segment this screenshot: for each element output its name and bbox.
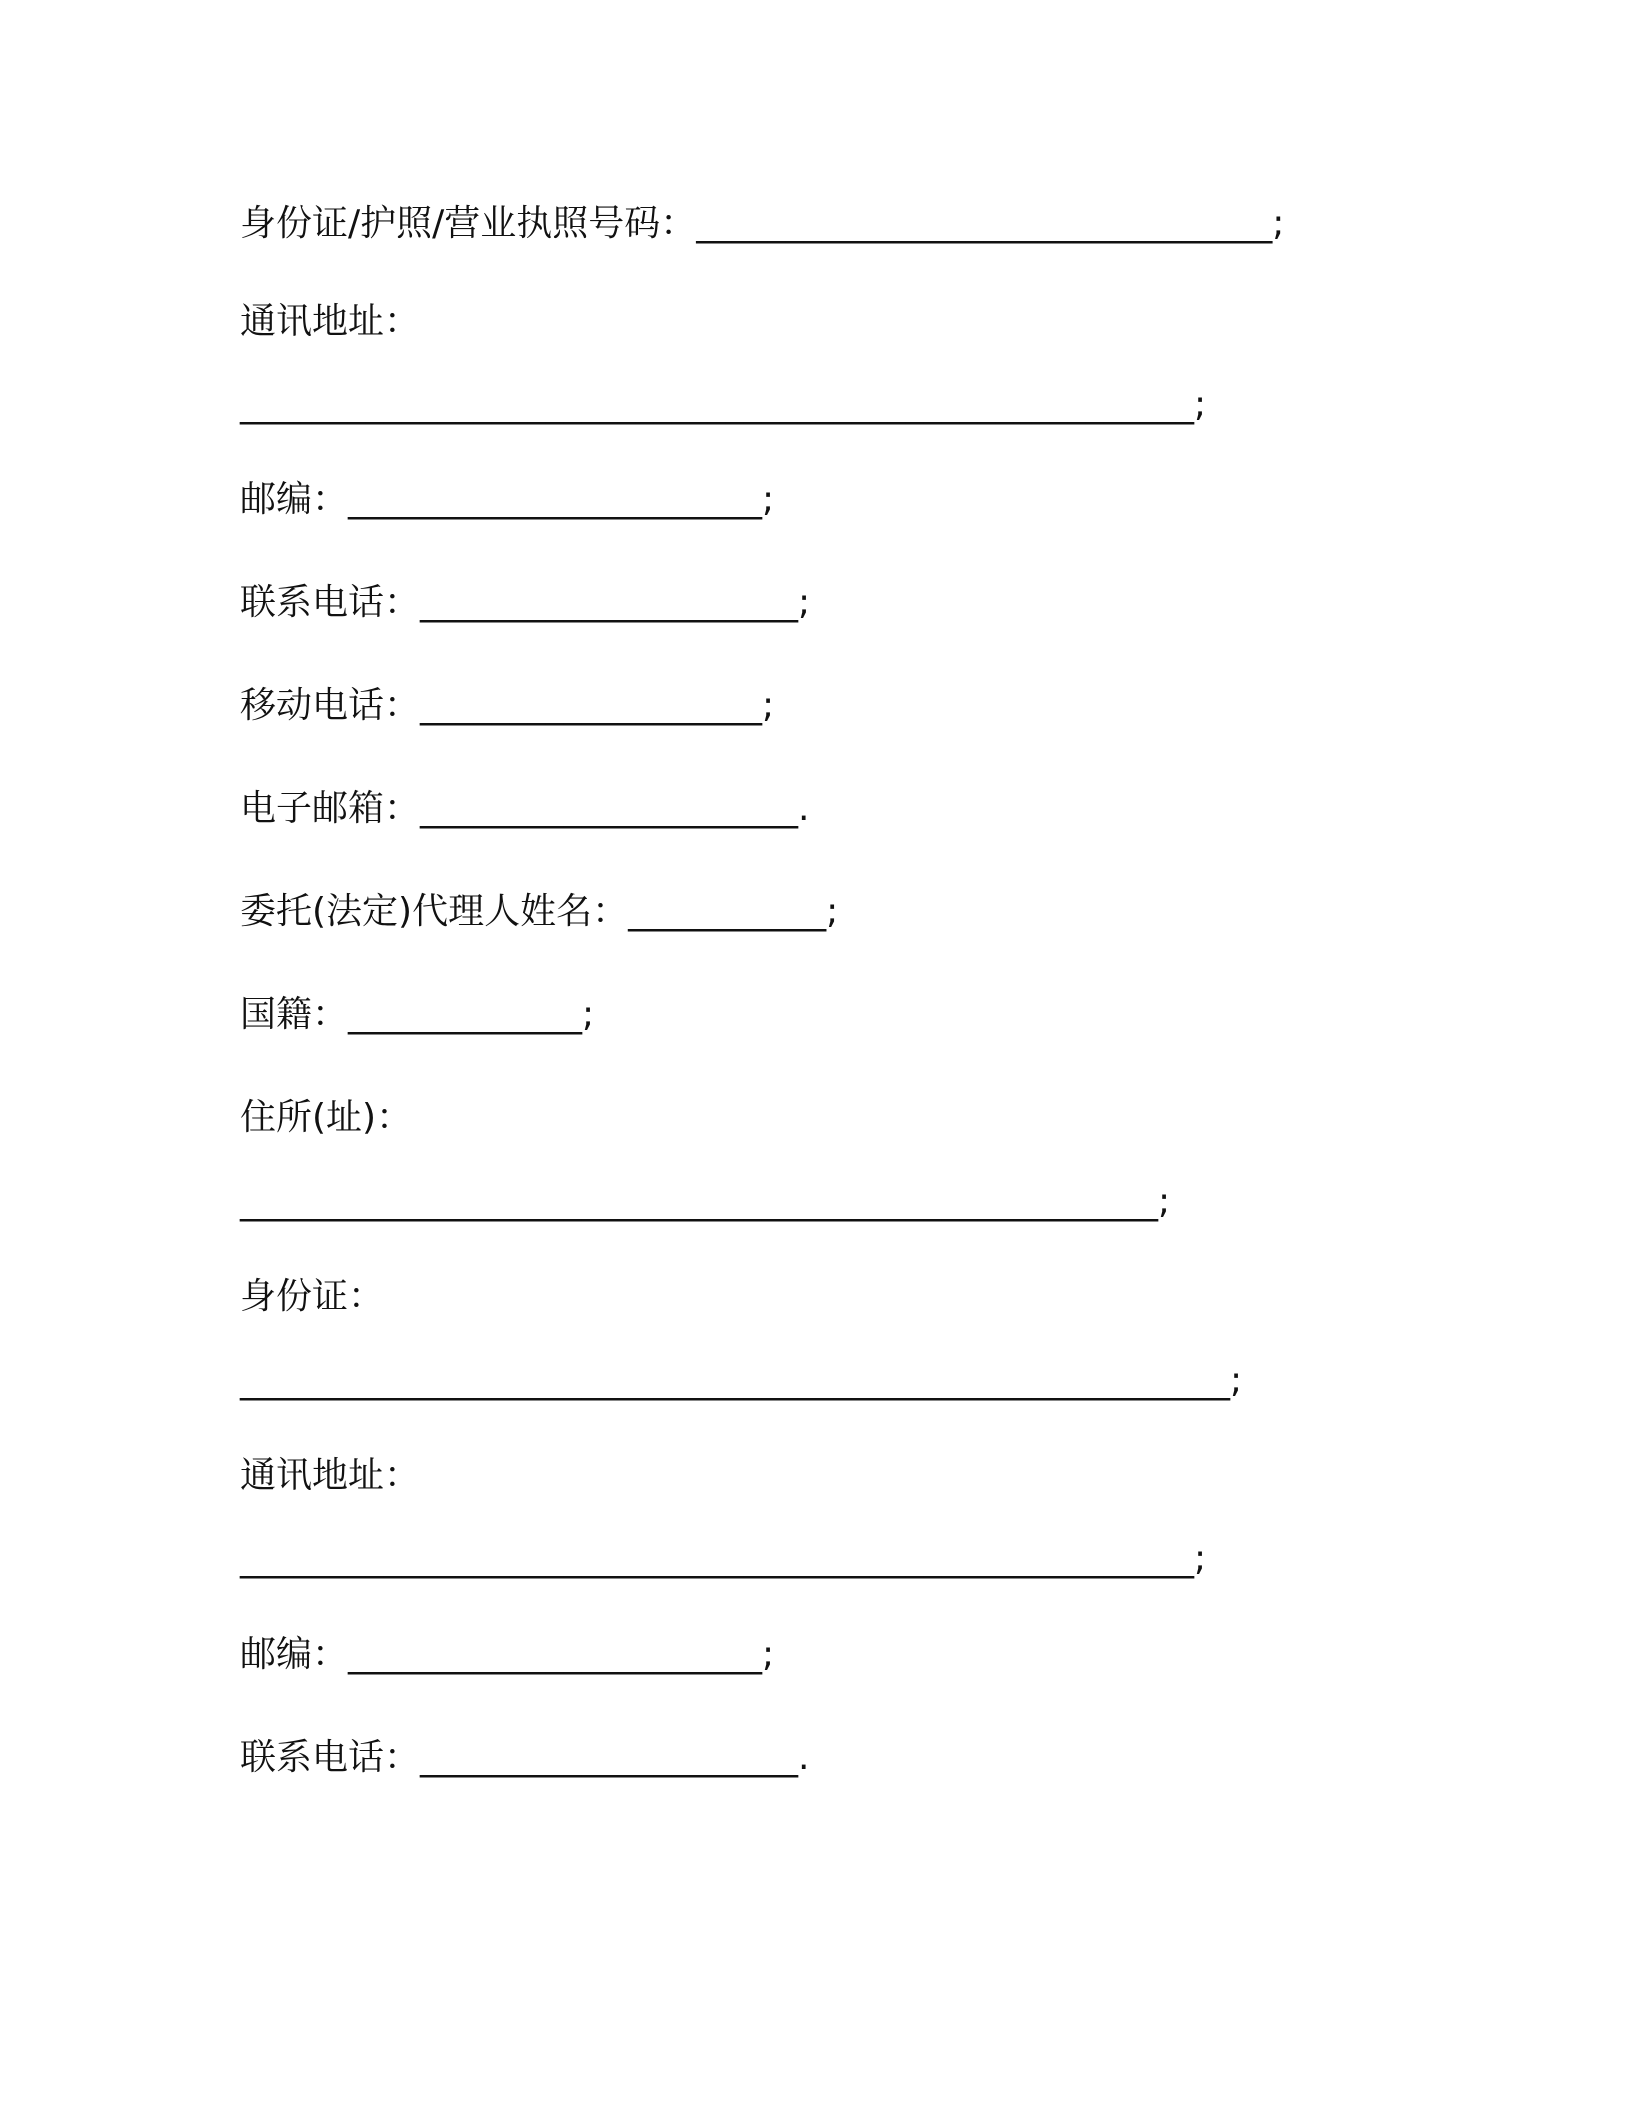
- mobile-phone-line: [240, 682, 774, 730]
- line-end-punctuation: ;: [762, 685, 775, 726]
- line-end-punctuation: ;: [798, 582, 811, 623]
- line-end-punctuation: ;: [1194, 1538, 1207, 1579]
- fill-in-blank: _____________________: [420, 582, 799, 623]
- line-end-punctuation: ;: [762, 1634, 775, 1675]
- line-end-punctuation: .: [798, 1737, 810, 1778]
- line-end-punctuation: ;: [1230, 1360, 1243, 1401]
- fill-in-blank: _____________________: [420, 788, 799, 829]
- line-end-punctuation: ;: [826, 891, 839, 932]
- field-label: 通讯地址：: [240, 1455, 421, 1496]
- domicile-blank-line: [240, 1178, 1170, 1226]
- field-label: 通讯地址：: [240, 301, 421, 342]
- field-label: 邮编：: [240, 479, 349, 520]
- line-end-punctuation: .: [798, 788, 810, 829]
- domicile-label-line: [240, 1094, 412, 1142]
- fill-in-blank: _____________________: [420, 1737, 799, 1778]
- field-label: 委托(法定)代理人姓名：: [240, 891, 629, 932]
- fill-in-blank: ________________________________: [696, 203, 1273, 244]
- fill-in-blank: _____________________________________________________: [240, 384, 1194, 425]
- id-card-blank-line: [240, 1357, 1242, 1405]
- postal-code-line: [240, 476, 774, 524]
- fill-in-blank: ___________________________________________________: [240, 1181, 1158, 1222]
- nationality-line: [240, 991, 594, 1039]
- postal-code-2-line: [240, 1631, 774, 1679]
- line-end-punctuation: ;: [582, 994, 595, 1035]
- fill-in-blank: _____________________________________________________: [240, 1538, 1194, 1579]
- line-end-punctuation: ;: [1158, 1181, 1171, 1222]
- field-label: 电子邮箱：: [240, 788, 421, 829]
- field-label: 邮编：: [240, 1634, 349, 1675]
- fill-in-blank: ___________: [628, 891, 827, 932]
- id-passport-license-number-line: [240, 200, 1284, 248]
- field-label: 身份证：: [240, 1276, 385, 1317]
- field-label: 联系电话：: [240, 582, 421, 623]
- fill-in-blank: ___________________: [420, 685, 763, 726]
- field-label: 身份证/护照/营业执照号码：: [240, 203, 697, 244]
- mailing-address-label-line: [240, 298, 420, 346]
- line-end-punctuation: ;: [762, 479, 775, 520]
- field-label: 联系电话：: [240, 1737, 421, 1778]
- line-end-punctuation: ;: [1194, 384, 1207, 425]
- agent-name-line: [240, 888, 838, 936]
- line-end-punctuation: ;: [1272, 203, 1285, 244]
- field-label: 国籍：: [240, 994, 349, 1035]
- fill-in-blank: _______________________: [348, 479, 763, 520]
- mailing-address-2-label-line: [240, 1452, 420, 1500]
- fill-in-blank: _______________________: [348, 1634, 763, 1675]
- mailing-address-blank-line: [240, 381, 1206, 429]
- id-card-label-line: [240, 1273, 384, 1321]
- contact-phone-line: [240, 579, 810, 627]
- fill-in-blank: _______________________________________________________: [240, 1360, 1230, 1401]
- field-label: 移动电话：: [240, 685, 421, 726]
- fill-in-blank: _____________: [348, 994, 583, 1035]
- email-line: [240, 785, 809, 833]
- mailing-address-2-blank-line: [240, 1535, 1206, 1583]
- contact-phone-2-line: [240, 1734, 809, 1782]
- field-label: 住所(址)：: [240, 1097, 413, 1138]
